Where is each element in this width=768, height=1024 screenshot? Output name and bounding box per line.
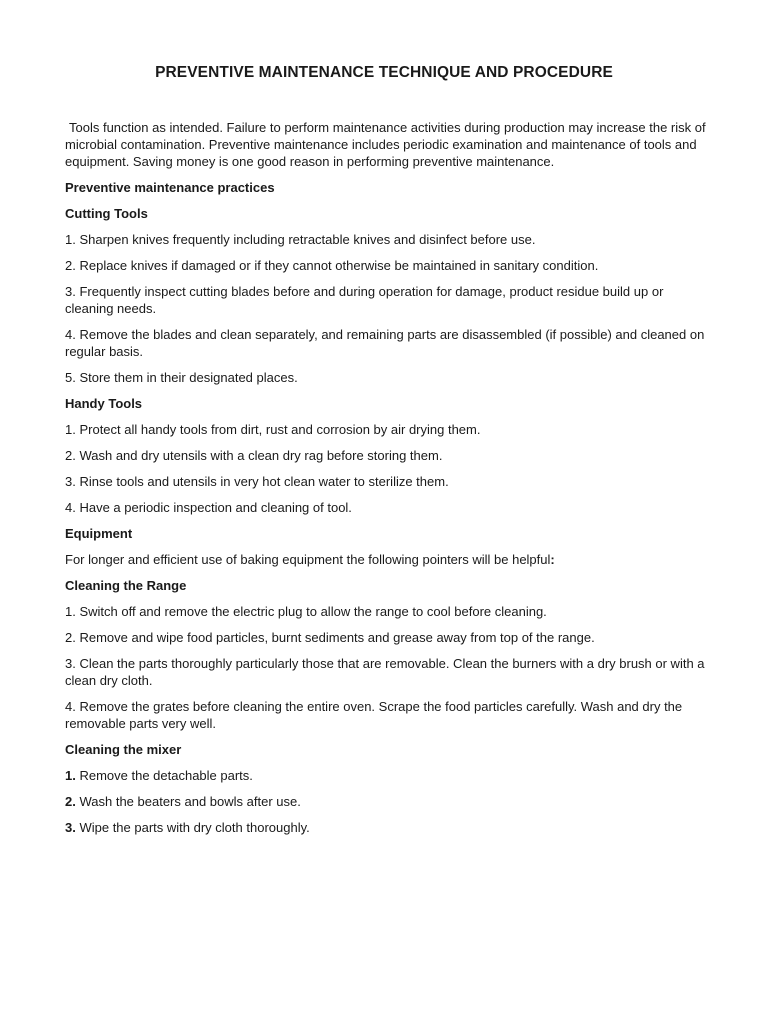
handy-tools-heading: Handy Tools <box>65 396 143 411</box>
range-item-3: 3. Clean the parts thoroughly particularly those that are removable. Clean the burners with a dry brush or with a clean dry cloth. <box>65 656 705 688</box>
handy-item-4: 4. Have a periodic inspection and cleaning of tool. <box>65 500 352 515</box>
equipment-paragraph: For longer and efficient use of baking equipment the following pointers will be helpful: <box>65 552 555 567</box>
handy-item-3: 3. Rinse tools and utensils in very hot clean water to sterilize them. <box>65 474 449 489</box>
cleaning-mixer-heading: Cleaning the mixer <box>65 742 182 757</box>
cutting-item-5: 5. Store them in their designated places. <box>65 370 298 385</box>
mixer-item-2: 2. Wash the beaters and bowls after use. <box>65 794 301 809</box>
cutting-item-3: 3. Frequently inspect cutting blades before and during operation for damage, product residue build up or cleaning needs. <box>65 284 664 316</box>
handy-item-1: 1. Protect all handy tools from dirt, rust and corrosion by air drying them. <box>65 422 481 437</box>
handy-item-2: 2. Wash and dry utensils with a clean dry rag before storing them. <box>65 448 443 463</box>
equipment-heading: Equipment <box>65 526 133 541</box>
cutting-tools-heading: Cutting Tools <box>65 206 148 221</box>
document-body <box>65 119 715 845</box>
range-item-4: 4. Remove the grates before cleaning the entire oven. Scrape the food particles carefully. Wash and dry the removable parts very well. <box>65 699 683 731</box>
mixer-item-3: 3. Wipe the parts with dry cloth thoroughly. <box>65 820 310 835</box>
practices-heading: Preventive maintenance practices <box>65 180 275 195</box>
cutting-item-1: 1. Sharpen knives frequently including retractable knives and disinfect before use. <box>65 232 536 247</box>
document-title: PREVENTIVE MAINTENANCE TECHNIQUE AND PROCEDURE <box>155 64 613 81</box>
range-item-2: 2. Remove and wipe food particles, burnt sediments and grease away from top of the range. <box>65 630 595 645</box>
cleaning-range-heading: Cleaning the Range <box>65 578 187 593</box>
mixer-item-1: 1. Remove the detachable parts. <box>65 768 253 783</box>
cutting-item-4: 4. Remove the blades and clean separately, and remaining parts are disassembled (if possible) and cleaned on regular basis. <box>65 327 705 359</box>
range-item-1: 1. Switch off and remove the electric plug to allow the range to cool before cleaning. <box>65 604 547 619</box>
cutting-item-2: 2. Replace knives if damaged or if they cannot otherwise be maintained in sanitary condition. <box>65 258 599 273</box>
intro-paragraph: Tools function as intended. Failure to perform maintenance activities during production may increase the risk of microbial contamination. Preventive maintenance includes periodic examination and maintenance of tools and equipment. Saving money is one good reason in performing preventive maintenance. <box>65 120 706 169</box>
